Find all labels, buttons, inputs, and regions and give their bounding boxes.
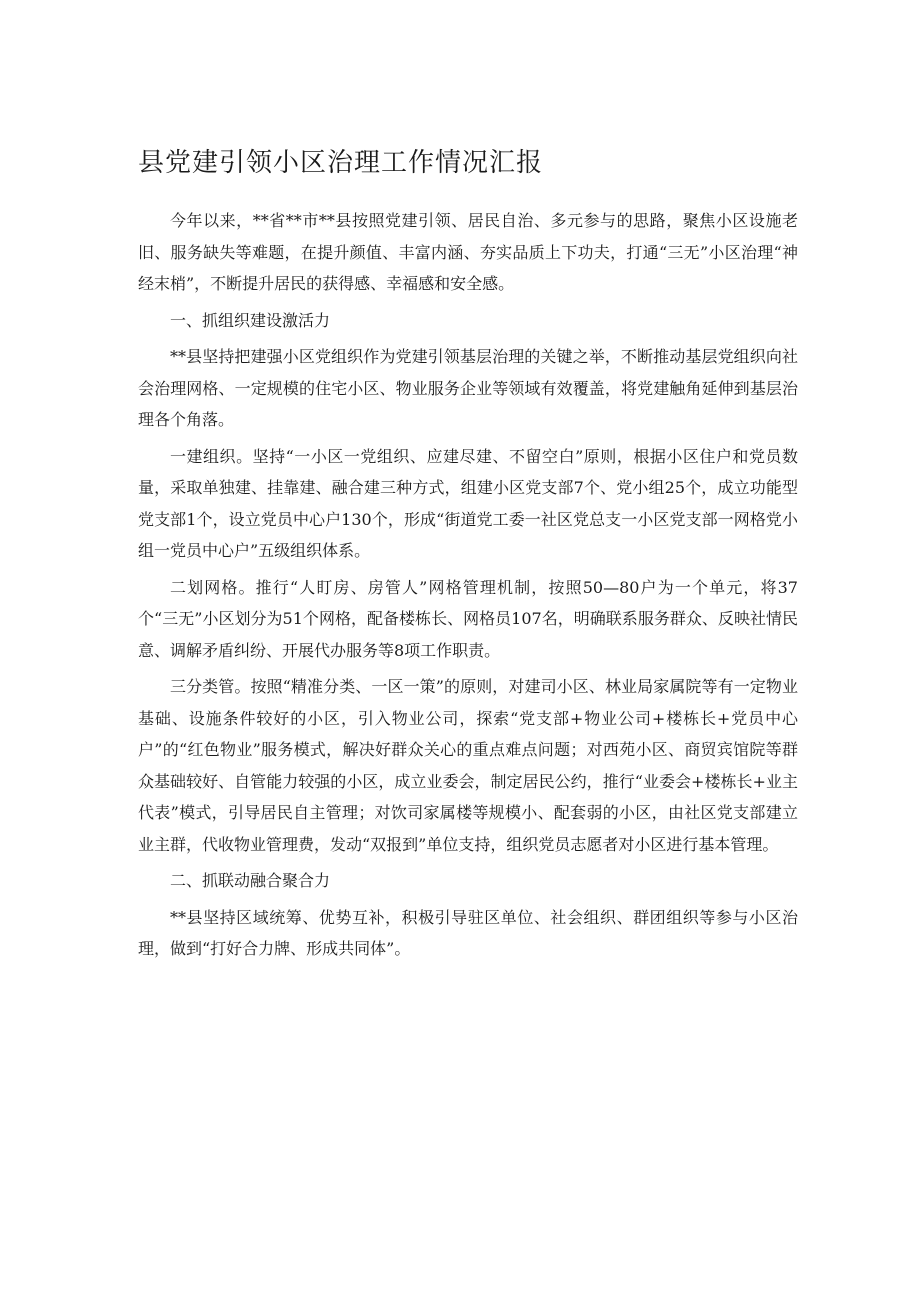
build-organization-paragraph: 一建组织。坚持“一小区一党组织、应建尽建、不留空白”原则，根据小区住户和党员数量，采取单独建、挂靠建、融合建三种方式，组建小区党支部7个、党小组25个，成立功能型党支部1个，设立党员中心户130个，形成“街道党工委一社区党总支一小区党支部一网格党小组一党员中心户”五级组织体系。 <box>138 446 798 560</box>
grid-division-paragraph: 二划网格。推行“人盯房、房管人”网格管理机制，按照50—80户为一个单元，将37个“三无”小区划分为51个网格，配备楼栋长、网格员107名，明确联系服务群众、反映社情民意、调解矛盾纠纷、开展代办服务等8项工作职责。 <box>138 577 798 660</box>
section-2-paragraph: **县坚持区域统筹、优势互补，积极引导驻区单位、社会组织、群团组织等参与小区治理，做到“打好合力牌、形成共同体”。 <box>138 907 798 958</box>
document-body <box>138 205 798 970</box>
section-heading-2: 二、抓联动融合聚合力 <box>170 871 331 890</box>
section-1-paragraph: **县坚持把建强小区党组织作为党建引领基层治理的关键之举，不断推动基层党组织向社会治理网格、一定规模的住宅小区、物业服务企业等领域有效覆盖，将党建触角延伸到基层治理各个角落。 <box>138 347 798 429</box>
section-heading-1: 一、抓组织建设激活力 <box>170 310 331 330</box>
intro-paragraph: 今年以来，**省**市**县按照党建引领、居民自治、多元参与的思路，聚焦小区设施老旧、服务缺失等难题，在提升颜值、丰富内涵、夯实品质上下功夫，打通“三无”小区治理“神经末梢”，不断提升居民的获得感、幸福感和安全感。 <box>138 211 798 293</box>
classified-management-paragraph: 三分类管。按照“精准分类、一区一策”的原则，对建司小区、林业局家属院等有一定物业基础、设施条件较好的小区，引入物业公司，探索“党支部+物业公司+楼栋长+党员中心户”的“红色物业”服务模式，解决好群众关心的重点难点问题；对西苑小区、商贸宾馆院等群众基础较好、自管能力较强的小区，成立业委会，制定居民公约，推行“业委会+楼栋长+业主代表”模式，引导居民自主管理；对饮司家属楼等规模小、配套弱的小区，由社区党支部建立业主群，代收物业管理费，发动“双报到”单位支持，组织党员志愿者对小区进行基本管理。 <box>138 677 798 854</box>
document-title: 县党建引领小区治理工作情况汇报 <box>138 148 544 178</box>
